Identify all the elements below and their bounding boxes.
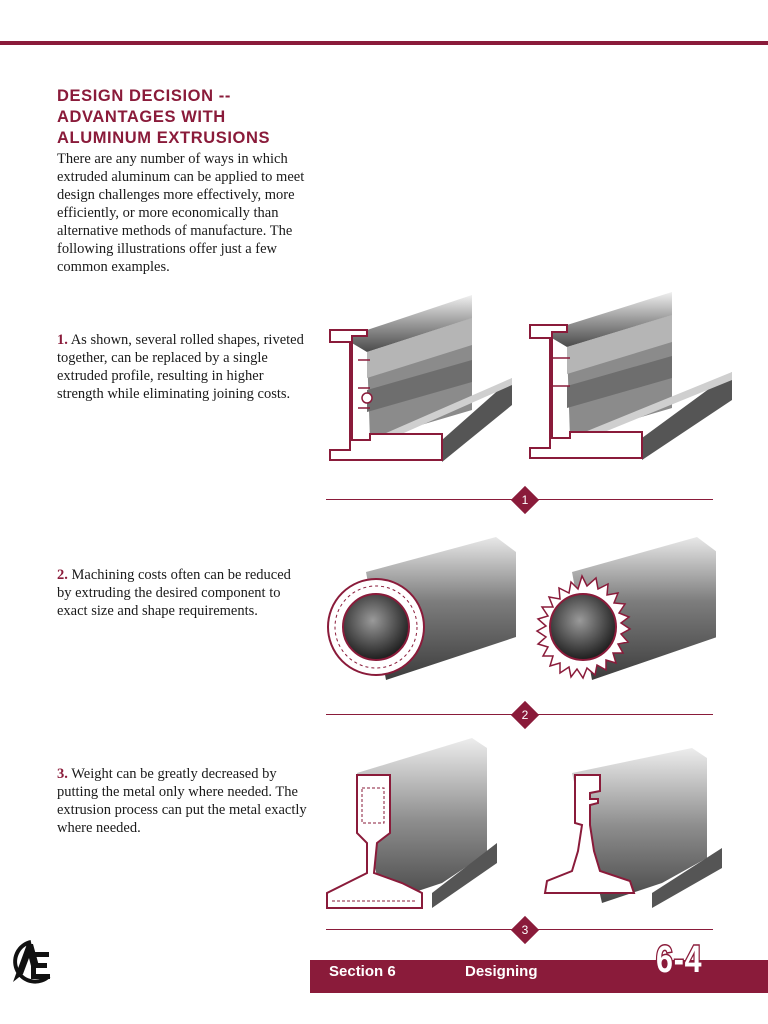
intro-paragraph: There are any number of ways in which extruded aluminum can be applied to meet design challenges more effectively, more efficiently, or more economically than alternative methods of manufacture. The following illustrations offer just a few common examples. [57,151,305,275]
example-3-number: 3. [57,766,68,782]
page-number: 6-4 [656,939,703,981]
footer-chapter: Designing [465,963,538,980]
example-2-body: Machining costs often can be reduced by extruding the desired component to exact size and shape requirements. [57,567,291,619]
lightened-rail [545,748,722,908]
example-1-body: As shown, several rolled shapes, riveted together, can be replaced by a single extruded profile, resulting in higher strength while eliminating joining costs. [57,332,304,402]
marker-2-label: 2 [521,708,529,722]
extruded-profile [530,292,732,460]
ae-logo-icon [9,938,53,988]
example-3-body: Weight can be greatly decreased by putting the metal only where needed. The extrusion process can put the metal exactly where needed. [57,766,307,836]
solid-rail [327,738,497,908]
marker-1-label: 1 [521,493,529,507]
example-2-number: 2. [57,567,68,583]
footer-section: Section 6 [329,963,396,980]
illustration-riveted-vs-extruded [322,290,742,470]
example-3-text [57,765,309,837]
heading-line-2: ADVANTAGES WITH [57,108,226,126]
heading-line-3: ALUMINUM EXTRUSIONS [57,129,271,147]
illustration-weight-reduction [322,733,722,915]
heading-line-1: DESIGN DECISION -- [57,87,231,105]
example-1-text [57,331,309,403]
riveted-assembly [330,295,512,462]
splined-tube [537,537,716,680]
illustration-machined-vs-extruded-tube [326,532,716,692]
example-1-number: 1. [57,332,68,348]
marker-3-label: 3 [521,923,529,937]
machined-tube [328,537,516,680]
page-heading [57,86,327,149]
top-rule [0,41,768,45]
example-2-text [57,566,309,620]
